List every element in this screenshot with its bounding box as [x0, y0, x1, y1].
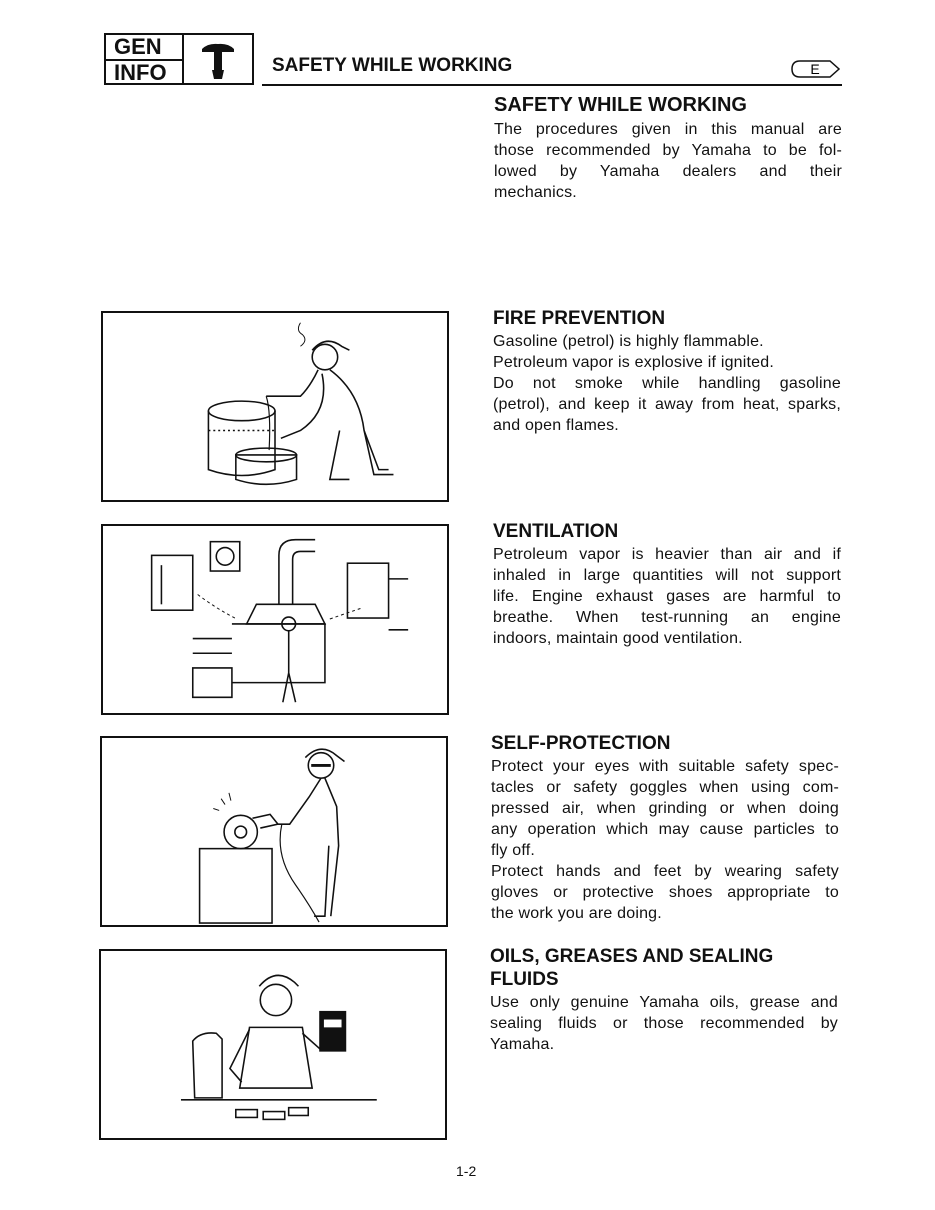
section-title: VENTILATION — [493, 521, 619, 542]
text-line: (petrol), and keep it away from heat, sparks, — [493, 396, 841, 413]
text-line: Yamaha. — [490, 1036, 555, 1053]
text-line: pressed air, when grinding or when doing — [491, 800, 839, 817]
section-title: SELF-PROTECTION — [491, 733, 671, 754]
text-line: Gasoline (petrol) is highly flammable. — [493, 333, 764, 350]
text-line: gloves or protective shoes appropriate to — [491, 884, 839, 901]
section-title-line2: FLUIDS — [490, 969, 559, 990]
oils-greases-illustration — [99, 949, 447, 1140]
language-badge-label: E — [810, 61, 820, 77]
text-line: any operation which may cause particles to — [491, 821, 839, 838]
section-paragraph — [490, 992, 838, 1055]
ventilation-illustration — [101, 524, 449, 715]
text-line: the work you are doing. — [491, 905, 662, 922]
text-line: Do not smoke while handling gasoline — [493, 375, 841, 392]
self-protection-illustration — [100, 736, 448, 927]
text-line: Petroleum vapor is heavier than air and if — [493, 546, 841, 563]
section-tab — [104, 33, 254, 85]
section-tab-line2: INFO — [106, 59, 182, 85]
section-paragraph — [493, 544, 841, 649]
header-divider — [262, 84, 842, 86]
text-line: inhaled in large quantities will not support — [493, 567, 841, 584]
text-line: and open flames. — [493, 417, 619, 434]
intro-paragraph — [494, 119, 842, 203]
text-line: indoors, maintain good ventilation. — [493, 630, 743, 647]
text-line: life. Engine exhaust gases are harmful to — [493, 588, 841, 605]
section-paragraph — [491, 756, 839, 924]
text-line: Protect hands and feet by wearing safety — [491, 863, 839, 880]
text-line: those recommended by Yamaha to be fol- — [494, 142, 842, 159]
section-tab-line1: GEN — [114, 34, 162, 59]
text-line: mechanics. — [494, 184, 577, 201]
section-title: FIRE PREVENTION — [493, 308, 666, 329]
text-line: Protect your eyes with suitable safety spec- — [491, 758, 839, 775]
page-number: 1-2 — [456, 1163, 477, 1179]
text-line: lowed by Yamaha dealers and their — [494, 163, 842, 180]
fire-prevention-illustration — [101, 311, 449, 502]
outboard-motor-icon — [188, 39, 248, 81]
language-badge — [790, 58, 840, 80]
intro-title: SAFETY WHILE WORKING — [494, 94, 747, 116]
section-paragraph — [493, 331, 841, 436]
text-line: Petroleum vapor is explosive if ignited. — [493, 354, 775, 371]
text-line: tacles or safety goggles when using com- — [491, 779, 839, 796]
text-line: fly off. — [491, 842, 535, 859]
text-line: breathe. When test-running an engine — [493, 609, 841, 626]
text-line: Use only genuine Yamaha oils, grease and — [490, 994, 838, 1011]
text-line: The procedures given in this manual are — [494, 121, 842, 138]
text-line: sealing fluids or those recommended by — [490, 1015, 838, 1032]
header-title: SAFETY WHILE WORKING — [272, 55, 513, 76]
section-title-line1: OILS, GREASES AND SEALING — [490, 946, 774, 967]
section-tab-label — [106, 35, 184, 83]
